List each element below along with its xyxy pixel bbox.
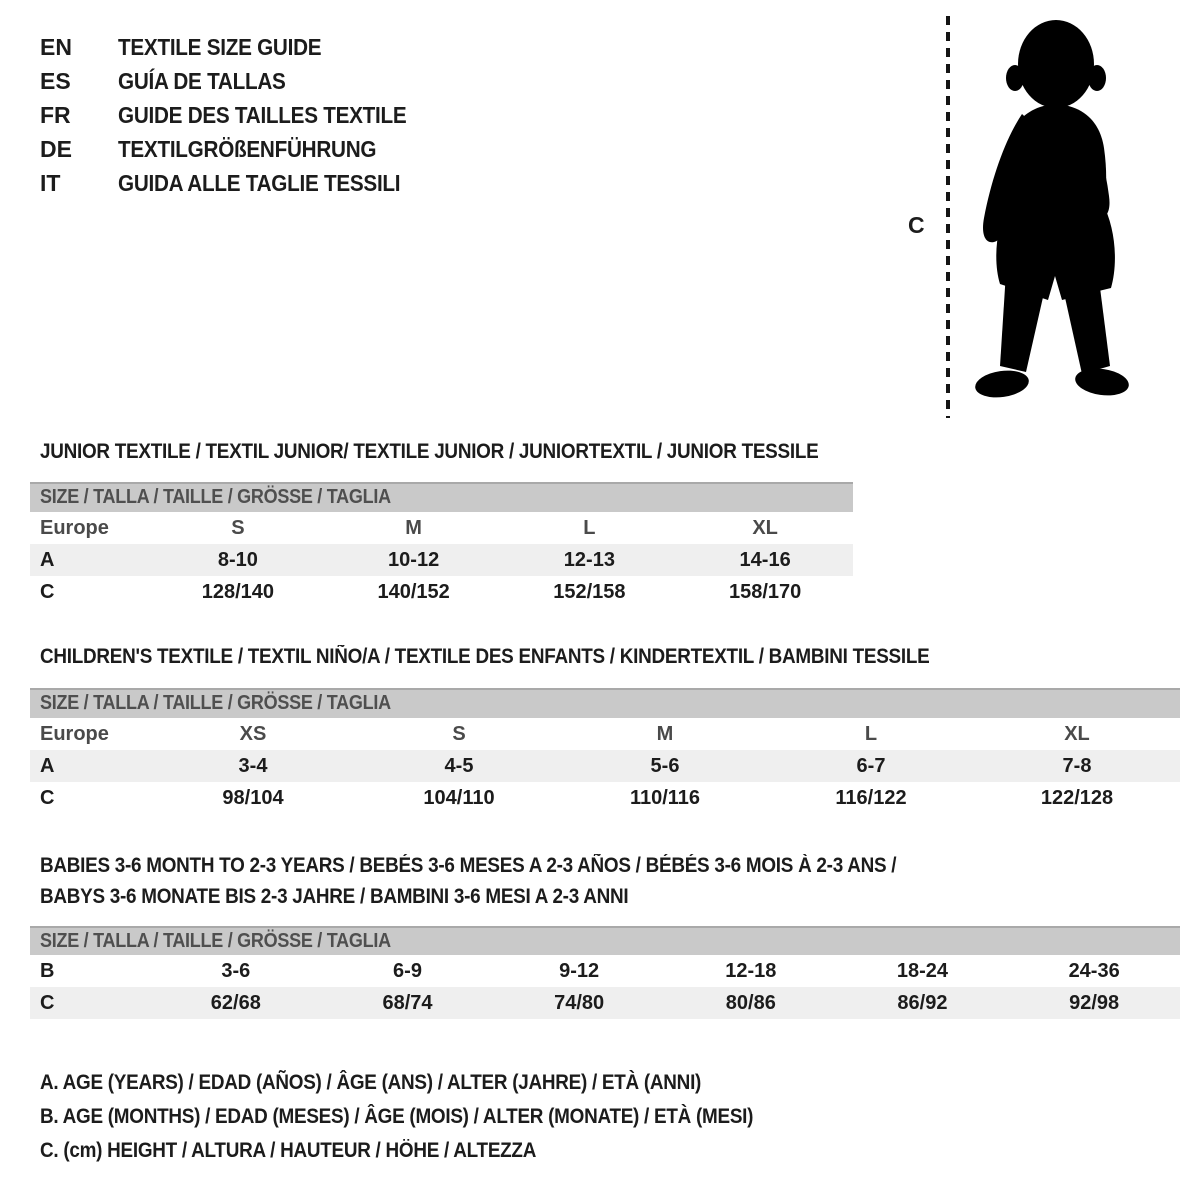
lang-row-it xyxy=(40,166,439,200)
height-measure-label: C xyxy=(908,212,925,238)
size-cell: XS xyxy=(239,722,267,745)
lang-row-en xyxy=(40,30,439,64)
row-label: A xyxy=(40,754,55,777)
children-size-table xyxy=(30,718,1180,814)
size-cell: XL xyxy=(752,516,778,539)
size-cell: 9-12 xyxy=(559,959,600,982)
row-label: B xyxy=(40,959,55,982)
lang-title: GUIDA ALLE TAGLIE TESSILI xyxy=(118,170,401,196)
size-cell: 12-13 xyxy=(563,548,615,571)
size-cell: 3-4 xyxy=(238,754,268,777)
lang-row-fr xyxy=(40,98,439,132)
size-cell: 6-9 xyxy=(393,959,422,982)
size-cell: 122/128 xyxy=(1040,786,1114,809)
lang-row-es xyxy=(40,64,439,98)
lang-title: TEXTILE SIZE GUIDE xyxy=(118,34,322,60)
size-cell: 104/110 xyxy=(423,786,495,809)
junior-size-table xyxy=(30,512,853,608)
table-row-europe xyxy=(30,512,853,544)
junior-size-header-bar: SIZE / TALLA / TAILLE / GRÖSSE / TAGLIA xyxy=(30,482,853,512)
size-cell: 7-8 xyxy=(1062,754,1092,777)
size-cell: 18-24 xyxy=(896,959,949,982)
size-cell: 4-5 xyxy=(444,754,474,777)
size-cell: 3-6 xyxy=(221,959,251,982)
toddler-silhouette-icon xyxy=(964,16,1138,418)
babies-size-header-bar: SIZE / TALLA / TAILLE / GRÖSSE / TAGLIA xyxy=(30,926,1180,956)
size-cell: 10-12 xyxy=(388,548,440,571)
lang-title: GUÍA DE TALLAS xyxy=(118,68,286,94)
lang-code: DE xyxy=(40,136,72,162)
size-cell: 80/86 xyxy=(725,991,776,1014)
row-label: Europe xyxy=(40,722,109,745)
row-label: C xyxy=(40,786,55,809)
size-cell: S xyxy=(231,516,245,539)
size-cell: M xyxy=(656,722,674,745)
lang-code: IT xyxy=(40,170,61,196)
lang-code: FR xyxy=(40,102,71,128)
size-cell: 68/74 xyxy=(382,991,433,1014)
junior-section-title: JUNIOR TEXTILE / TEXTIL JUNIOR/ TEXTILE JUNIOR / JUNIORTEXTIL / JUNIOR TESSILE xyxy=(40,440,819,463)
children-size-header-bar: SIZE / TALLA / TAILLE / GRÖSSE / TAGLIA xyxy=(30,688,1180,718)
table-row-a xyxy=(30,544,853,576)
babies-size-table xyxy=(30,955,1180,1019)
measurement-legend xyxy=(40,1066,832,1168)
size-cell: L xyxy=(583,516,596,539)
size-cell: XL xyxy=(1064,722,1090,745)
lang-title: TEXTILGRÖßENFÜHRUNG xyxy=(118,136,377,162)
lang-code: EN xyxy=(40,34,72,60)
table-row-c xyxy=(30,576,853,608)
legend-line-b: B. AGE (MONTHS) / EDAD (MESES) / ÂGE (MOIS) / ALTER (MONATE) / ETÀ (MESI) xyxy=(40,1105,754,1128)
babies-section-title: BABIES 3-6 MONTH TO 2-3 YEARS / BEBÉS 3-6 MESES A 2-3 AÑOS / BÉBÉS 3-6 MOIS À 2-3 ANS / BABYS 3-6 MONATE BIS 2-3 JAHRE / BAMBINI 3-6 MESI A 2-3 ANNI xyxy=(40,854,897,908)
size-cell: 98/104 xyxy=(222,786,284,809)
size-cell: 5-6 xyxy=(650,754,680,777)
size-cell: 12-18 xyxy=(725,959,777,982)
size-cell: 14-16 xyxy=(739,548,791,571)
language-title-block xyxy=(40,30,439,200)
size-cell: 74/80 xyxy=(554,991,605,1014)
lang-title: GUIDE DES TAILLES TEXTILE xyxy=(118,102,407,128)
row-label: C xyxy=(40,991,55,1014)
table-row-a xyxy=(30,750,1180,782)
row-label: Europe xyxy=(40,516,109,539)
row-label: C xyxy=(40,580,55,603)
size-cell: 86/92 xyxy=(897,991,948,1014)
children-section-title: CHILDREN'S TEXTILE / TEXTIL NIÑO/A / TEXTILE DES ENFANTS / KINDERTEXTIL / BAMBINI TESSILE xyxy=(40,645,930,668)
table-row-c xyxy=(30,987,1180,1019)
row-label: A xyxy=(40,548,55,571)
size-cell: 8-10 xyxy=(217,548,258,571)
size-cell: 152/158 xyxy=(553,580,626,603)
size-cell: 92/98 xyxy=(1069,991,1120,1014)
size-cell: L xyxy=(864,722,878,745)
legend-line-c: C. (cm) HEIGHT / ALTURA / HAUTEUR / HÖHE / ALTEZZA xyxy=(40,1139,537,1162)
size-cell: 110/116 xyxy=(629,786,701,809)
table-row-c xyxy=(30,782,1180,814)
lang-code: ES xyxy=(40,68,71,94)
size-cell: 24-36 xyxy=(1068,959,1120,982)
size-cell: 62/68 xyxy=(210,991,261,1014)
size-cell: 116/122 xyxy=(835,786,907,809)
size-cell: 128/140 xyxy=(201,580,275,603)
size-cell: 6-7 xyxy=(856,754,886,777)
size-cell: 140/152 xyxy=(377,580,450,603)
size-cell: 158/170 xyxy=(728,580,802,603)
height-measure-dashed-line xyxy=(946,16,950,418)
table-row-b xyxy=(30,955,1180,987)
lang-row-de xyxy=(40,132,439,166)
size-cell: M xyxy=(405,516,422,539)
size-cell: S xyxy=(452,722,466,745)
table-row-europe xyxy=(30,718,1180,750)
legend-line-a: A. AGE (YEARS) / EDAD (AÑOS) / ÂGE (ANS) / ALTER (JAHRE) / ETÀ (ANNI) xyxy=(40,1071,702,1094)
